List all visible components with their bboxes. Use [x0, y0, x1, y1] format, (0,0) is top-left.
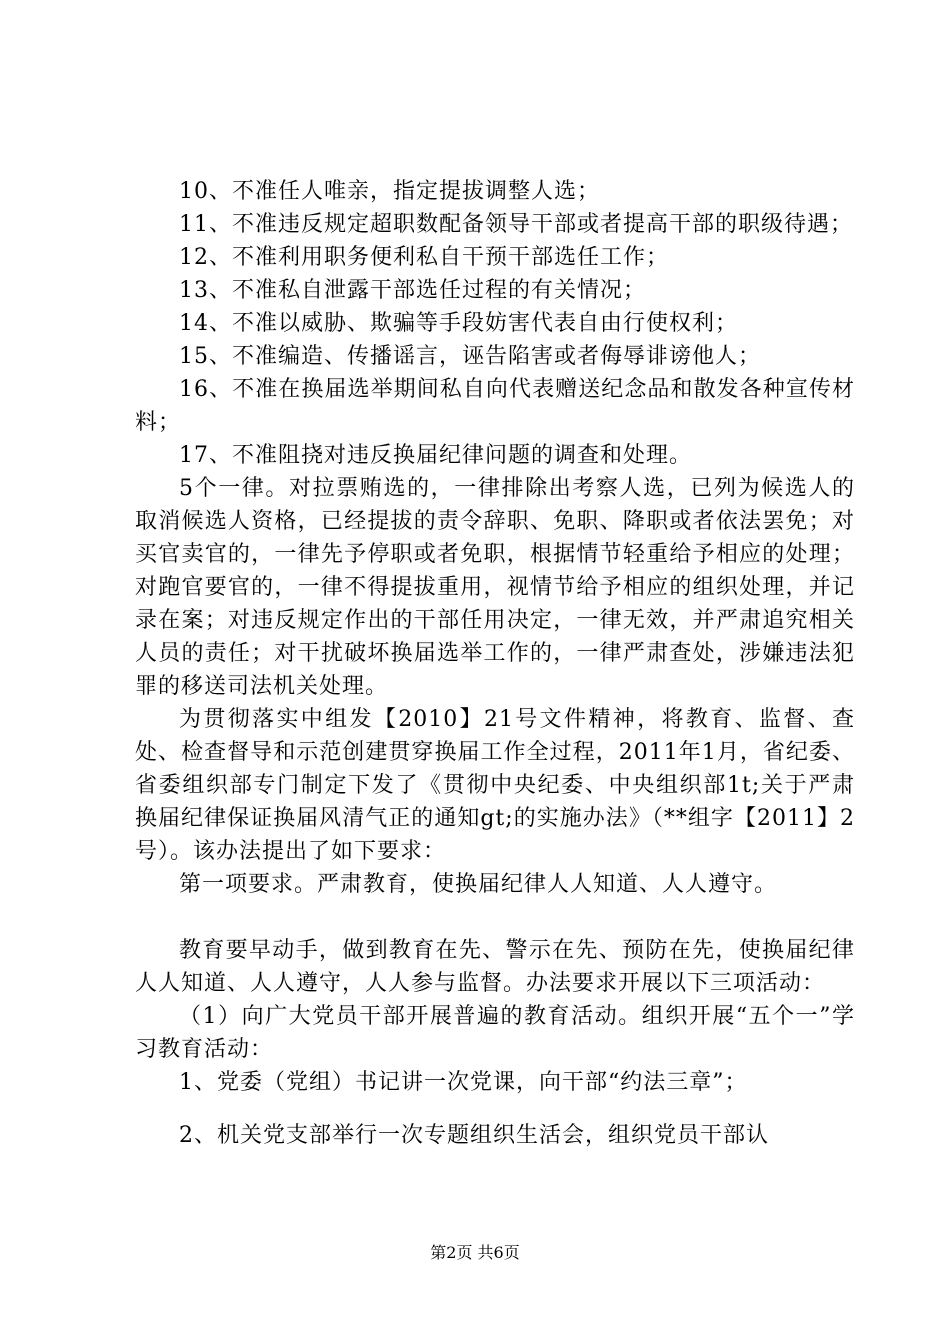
five-rules-paragraph: 5个一律。对拉票贿选的，一律排除出考察人选，已列为候选人的取消候选人资格，已经提拔的责令辞职、免职、降职或者依法罢免；对买官卖官的，一律先予停职或者免职，根据情节轻重给予相应的处理；对跑官要官的，一律不得提拔重用，视情节给予相应的组织处理，并记录在案；对违反规定作出的干部任用决定，一律无效，并严肃追究相关人员的责任；对干扰破坏换届选举工作的，一律严肃查处，涉嫌违法犯罪的移送司法机关处理。	[135, 476, 855, 699]
education-paragraph: 教育要早动手，做到教育在先、警示在先、预防在先，使换届纪律人人知道、人人遵守，人人参与监督。办法要求开展以下三项活动：	[135, 938, 855, 996]
activity-item-1: 1、党委（党组）书记讲一次党课，向干部“约法三章”；	[179, 1070, 748, 1095]
activity-item-2: 2、机关党支部举行一次专题组织生活会，组织党员干部认	[179, 1123, 769, 1148]
first-requirement: 第一项要求。严肃教育，使换届纪律人人知道、人人遵守。	[179, 872, 778, 897]
rule-10: 10、不准任人唯亲，指定提拔调整人选；	[179, 179, 600, 204]
rule-12: 12、不准利用职务便利私自干预干部选任工作；	[179, 245, 669, 270]
activity-1-paragraph: （1）向广大党员干部开展普遍的教育活动。组织开展“五个一”学习教育活动：	[135, 1004, 855, 1062]
implementation-paragraph: 为贯彻落实中组发【2010】21号文件精神，将教育、监督、查处、检查督导和示范创建贯穿换届工作全过程，2011年1月，省纪委、省委组织部专门制定下发了《贯彻中央纪委、中央组织部1t;关于严肃换届纪律保证换届风清气正的通知gt;的实施办法》（**组字【2011】2号）。该办法提出了如下要求：	[135, 707, 855, 864]
rule-17: 17、不准阻挠对违反换届纪律问题的调查和处理。	[179, 443, 692, 468]
rule-15: 15、不准编造、传播谣言，诬告陷害或者侮辱诽谤他人；	[179, 344, 761, 369]
rule-16: 16、不准在换届选举期间私自向代表赠送纪念品和散发各种宣传材料；	[135, 377, 855, 435]
document-body	[135, 175, 855, 1152]
rule-13: 13、不准私自泄露干部选任过程的有关情况；	[179, 278, 646, 303]
rule-14: 14、不准以威胁、欺骗等手段妨害代表自由行使权利；	[179, 311, 738, 336]
page-footer: 第2页 共6页	[430, 1243, 520, 1262]
rule-11: 11、不准违反规定超职数配备领导干部或者提高干部的职级待遇；	[179, 212, 853, 237]
